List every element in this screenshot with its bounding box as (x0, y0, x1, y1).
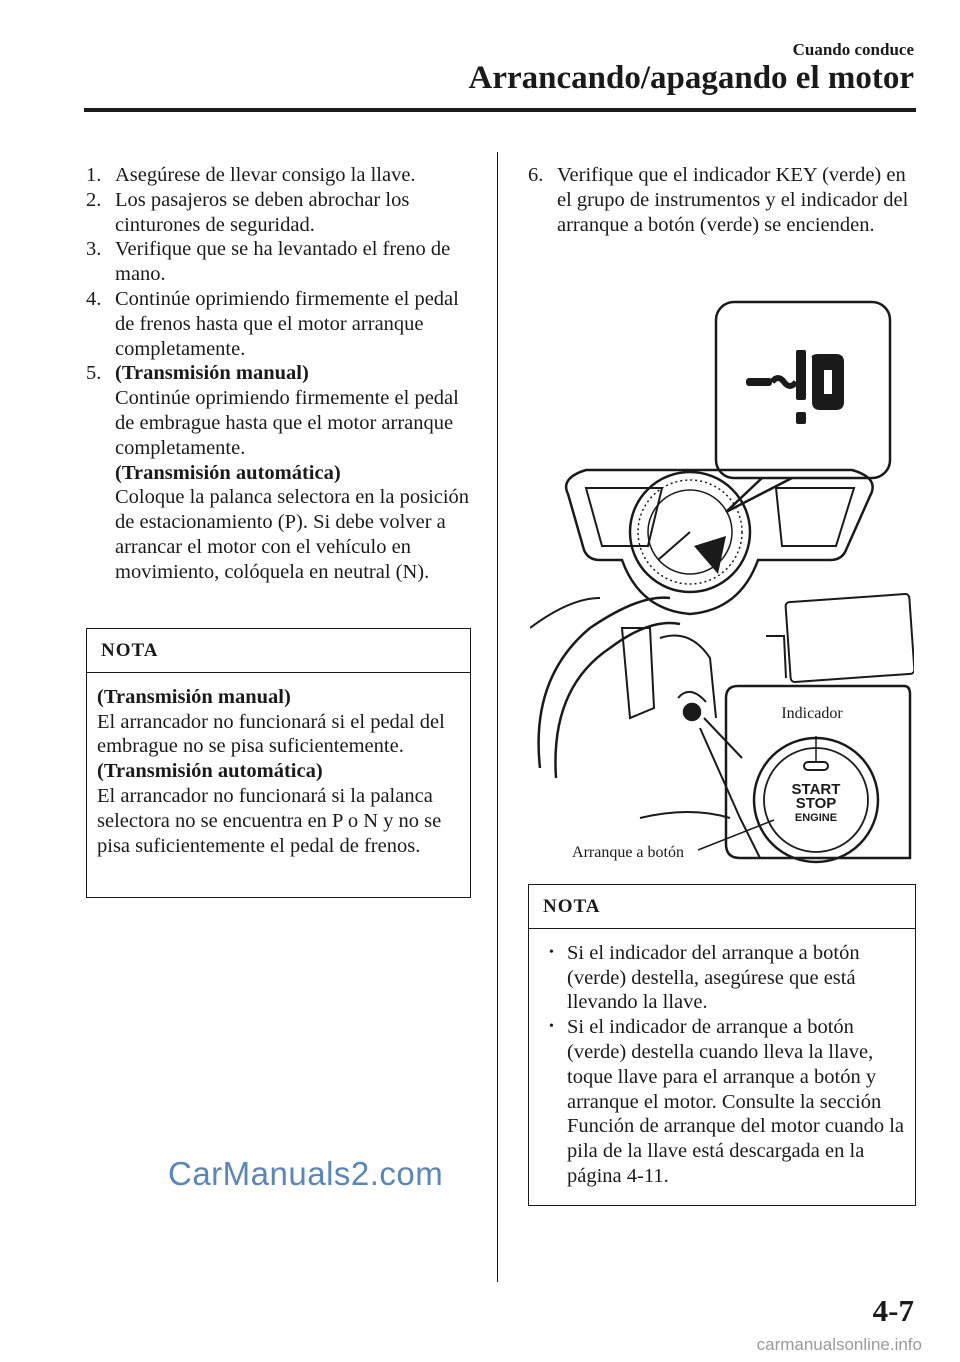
step-1: 1. Asegúrese de llevar consigo la llave. (86, 164, 416, 186)
note-1-heading: NOTA (87, 629, 470, 673)
watermark: CarManuals2.com (168, 1155, 444, 1192)
header-section: Cuando conduce (792, 40, 914, 59)
column-divider (497, 152, 498, 1282)
step-4: 4. Continúe oprimiendo firmemente el pedal de frenos hasta que el motor arranque completamente. (86, 287, 459, 360)
step-5-manual-text: Continúe oprimiendo firmemente el pedal de embrague hasta que el motor arranque completamente. (115, 387, 459, 459)
note-box-1 (86, 628, 471, 898)
note-1-auto-heading: (Transmisión automática) (97, 760, 323, 783)
step-5-auto-text: Coloque la palanca selectora en la posición de estacionamiento (P). Si debe volver a arrancar el motor con el vehículo en movimiento, colóquela en neutral (N). (115, 486, 470, 583)
dashboard-illustration (530, 298, 914, 868)
note-box-2 (528, 884, 916, 1206)
note-2-bullet-list (539, 941, 905, 1189)
note-1-auto-text: El arrancador no funcionará si la palanca selectora no se encuentra en P o N y no se pisa suficientemente el pedal de frenos. (97, 784, 442, 857)
step-6: 6. Verifique que el indicador KEY (verde) en el grupo de instrumentos y el indicador del arranque a botón (verde) se encienden. (528, 164, 909, 236)
note-2-bullet: • Si el indicador del arranque a botón (verde) destella, asegúrese que está llevando la llave. (539, 941, 905, 1015)
header-rule (84, 108, 916, 112)
button-line-stop: STOP (795, 795, 837, 812)
note-2-bullet: • Si el indicador de arranque a botón (verde) destella cuando lleva la llave, toque llave para el arranque a botón y arranque el motor. Consulte la sección Función de arranque del motor cuando la pila de la llave está descargada en la página 4-11. (539, 1015, 905, 1189)
note-1-manual-heading: (Transmisión manual) (97, 685, 291, 708)
note-2-heading: NOTA (529, 885, 915, 929)
button-line-engine: ENGINE (794, 812, 838, 824)
note-1-manual-text: El arrancador no funcionará si el pedal del embrague no se pisa suficientemente. (97, 710, 445, 758)
page-number: 4-7 (872, 1293, 914, 1328)
step-2: 2. Los pasajeros se deben abrochar los cinturones de seguridad. (86, 188, 410, 236)
left-column (86, 163, 478, 585)
step-5-manual-heading: (Transmisión manual) (115, 362, 309, 385)
footer-site: carmanualsonline.info (756, 1335, 922, 1354)
step-3: 3. Verifique que se ha levantado el freno de mano. (86, 238, 451, 286)
label-start-button: Arranque a botón (572, 844, 684, 861)
step-5: 5. (Transmisión manual) Continúe oprimiendo firmemente el pedal de embrague hasta que el motor arranque completamente. (Transmisión automática) Coloque la palanca selectora en la posición de estacionamiento (P). Si debe volver a arrancar el motor con el vehículo en movimiento, colóquela en neutral (N). (86, 361, 478, 584)
button-line-start: START (791, 781, 841, 798)
label-indicator: Indicador (781, 705, 843, 722)
step-5-auto-heading: (Transmisión automática) (115, 461, 341, 484)
right-column (528, 163, 918, 237)
page-title: Arrancando/apagando el motor (468, 60, 914, 96)
